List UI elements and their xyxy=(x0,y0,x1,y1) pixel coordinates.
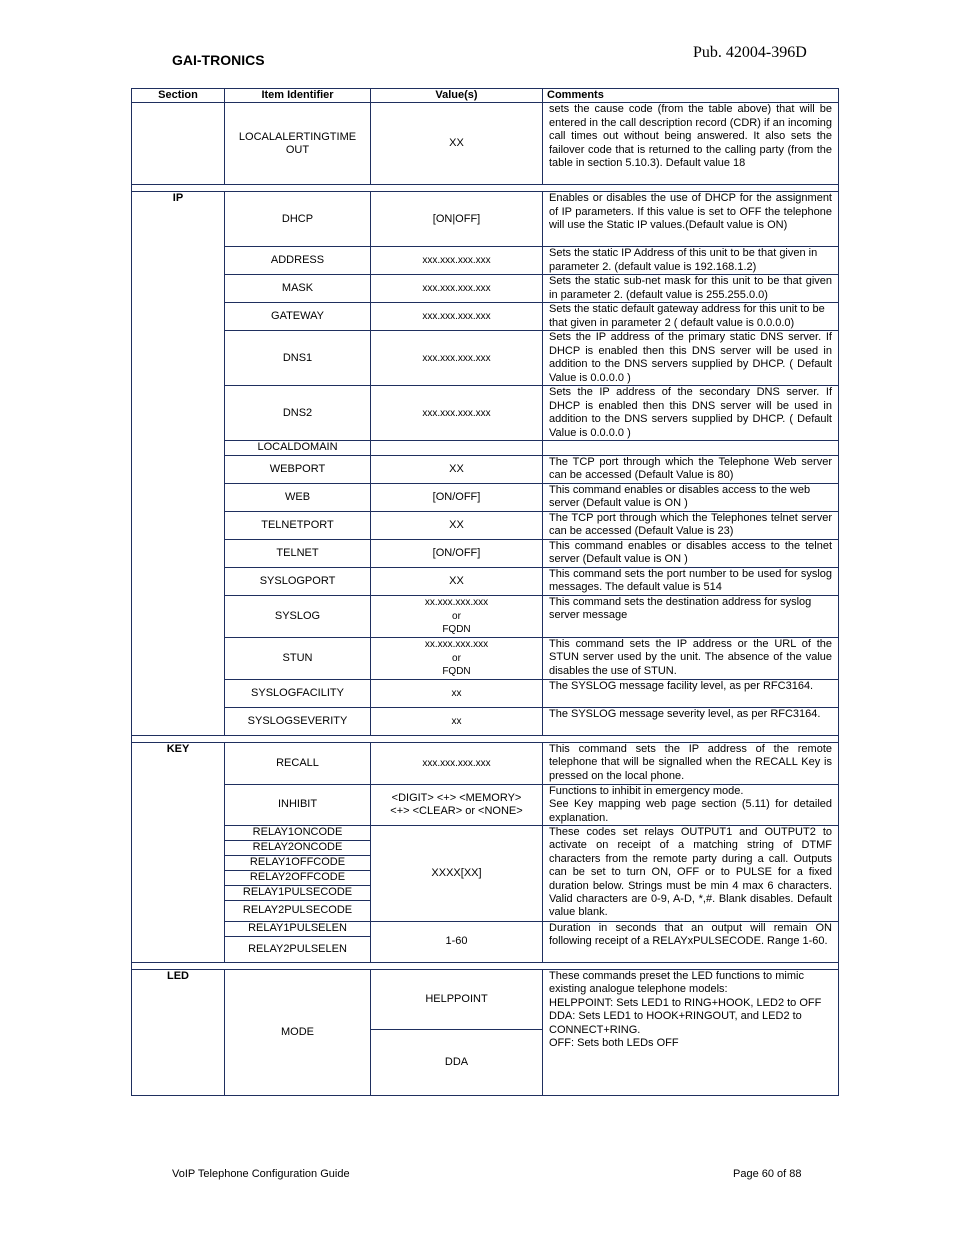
table-row xyxy=(132,679,839,707)
item-identifier: GATEWAY xyxy=(225,303,371,331)
item-value xyxy=(371,784,543,825)
item-identifier: WEBPORT xyxy=(225,455,371,483)
table-row xyxy=(132,192,839,247)
item-comment: sets the cause code (from the table above) that will be entered in the call description record (CDR) if an incoming call times out without being answered. It also sets the failover code that is returned to the calling party (from the table in section 5.10.3). Default value 18 xyxy=(543,103,839,185)
header-item-identifier: Item Identifier xyxy=(225,89,371,103)
item-comment: Duration in seconds that an output will remain ON following receipt of a RELAYxPULSECODE. Range 1-60. xyxy=(543,922,839,963)
value-line: FQDN xyxy=(442,666,471,678)
item-comment xyxy=(543,970,839,1096)
item-identifier: RELAY1PULSECODE xyxy=(225,886,371,901)
section-ip: IP xyxy=(132,192,225,735)
item-comment: This command sets the IP address of the remote telephone that will be signalled when the RECALL Key is pressed on the local phone. xyxy=(543,742,839,784)
item-value: [ON/OFF] xyxy=(371,539,543,567)
item-comment: Sets the static sub-net mask for this unit to be that given in parameter 2. (default value is 255.255.0.0) xyxy=(543,275,839,303)
item-comment: Sets the static default gateway address for this unit to be that given in parameter 2 ( default value is 0.0.0.0) xyxy=(543,303,839,331)
table-row xyxy=(132,483,839,511)
section-key: KEY xyxy=(132,742,225,962)
item-value: xx xyxy=(371,679,543,707)
item-comment: These codes set relays OUTPUT1 and OUTPUT2 to activate on receipt of a matching string of DTMF characters from the remote party during a call. Outputs can be set to turn ON, OFF or to PULSE for a fixed duration below. Strings must be min 4 max 6 characters. Valid characters are 0-9, A-D, *,#. Blank disables. Default value blank. xyxy=(543,826,839,922)
item-identifier: RELAY2PULSELEN xyxy=(225,937,371,963)
comment-line: DDA: Sets LED1 to HOOK+RINGOUT, and LED2 to CONNECT+RING. xyxy=(549,1010,802,1036)
item-value: [ON|OFF] xyxy=(371,192,543,247)
table-row xyxy=(132,567,839,595)
table-row xyxy=(132,275,839,303)
item-comment: Sets the static IP Address of this unit to be that given in parameter 2. (default value is 192.168.1.2) xyxy=(543,247,839,275)
item-value: XX xyxy=(371,455,543,483)
company-name: GAI-TRONICS xyxy=(172,52,265,68)
item-identifier: DNS2 xyxy=(225,386,371,441)
item-identifier: RELAY2PULSECODE xyxy=(225,901,371,922)
table-row xyxy=(132,970,839,1030)
item-value: xxx.xxx.xxx.xxx xyxy=(371,275,543,303)
section-separator xyxy=(132,185,839,192)
item-identifier: MODE xyxy=(225,970,371,1096)
item-value: HELPPOINT xyxy=(371,970,543,1030)
section-separator xyxy=(132,735,839,742)
item-identifier: MASK xyxy=(225,275,371,303)
item-value xyxy=(371,441,543,455)
item-identifier: RELAY2OFFCODE xyxy=(225,871,371,886)
value-line: <DIGIT> <+> <MEMORY> xyxy=(391,791,522,804)
table-row xyxy=(132,441,839,455)
item-comment: The TCP port through which the Telephones telnet server can be accessed (Default Value is 23) xyxy=(543,511,839,539)
item-identifier: SYSLOGSEVERITY xyxy=(225,707,371,735)
item-identifier: SYSLOGFACILITY xyxy=(225,679,371,707)
comment-line: HELPPOINT: Sets LED1 to RING+HOOK, LED2 to OFF xyxy=(549,996,822,1009)
header-section: Section xyxy=(132,89,225,103)
comment-line: Functions to inhibit in emergency mode. xyxy=(549,784,744,797)
table-row xyxy=(132,784,839,825)
item-value: xxx.xxx.xxx.xxx xyxy=(371,247,543,275)
value-line: xx.xxx.xxx.xxx xyxy=(424,597,489,609)
value-line: or xyxy=(452,652,461,664)
value-line: xx.xxx.xxx.xxx xyxy=(424,639,489,651)
item-value: XX xyxy=(371,511,543,539)
item-identifier: RECALL xyxy=(225,742,371,784)
table-row xyxy=(132,637,839,679)
section-separator xyxy=(132,963,839,970)
item-identifier: RELAY2ONCODE xyxy=(225,841,371,856)
page-number: Page 60 of 88 xyxy=(733,1168,802,1180)
item-comment: This command sets the destination address for syslog server message xyxy=(543,595,839,637)
item-identifier: RELAY1ONCODE xyxy=(225,826,371,841)
item-identifier: DNS1 xyxy=(225,331,371,386)
item-value: xxx.xxx.xxx.xxx xyxy=(371,303,543,331)
item-identifier: ADDRESS xyxy=(225,247,371,275)
item-identifier: LOCALALERTINGTIME OUT xyxy=(225,103,371,185)
item-value: xxx.xxx.xxx.xxx xyxy=(371,742,543,784)
item-identifier: SYSLOGPORT xyxy=(225,567,371,595)
item-value xyxy=(371,595,543,637)
item-identifier: DHCP xyxy=(225,192,371,247)
value-line: or xyxy=(452,610,461,622)
item-comment xyxy=(543,784,839,825)
comment-line: These commands preset the LED functions to mimic existing analogue telephone models: xyxy=(549,970,804,996)
value-line: FQDN xyxy=(442,624,471,636)
header-comments: Comments xyxy=(543,89,839,103)
item-value xyxy=(371,637,543,679)
item-identifier: TELNETPORT xyxy=(225,511,371,539)
item-identifier: SYSLOG xyxy=(225,595,371,637)
item-comment: The SYSLOG message facility level, as per RFC3164. xyxy=(543,679,839,707)
section-led: LED xyxy=(132,970,225,1096)
item-comment: The TCP port through which the Telephone Web server can be accessed (Default Value is 80) xyxy=(543,455,839,483)
item-identifier: LOCALDOMAIN xyxy=(225,441,371,455)
item-value: XXXX[XX] xyxy=(371,826,543,922)
item-value: 1-60 xyxy=(371,922,543,963)
item-comment: This command sets the IP address or the URL of the STUN server used by the unit. The absence of the value disables the use of STUN. xyxy=(543,637,839,679)
comment-line: See Key mapping web page section (5.11) for detailed explanation. xyxy=(549,798,832,824)
item-value: XX xyxy=(371,103,543,185)
table-row xyxy=(132,103,839,185)
item-comment: This command enables or disables access to the telnet server (Default value is ON ) xyxy=(543,539,839,567)
footer-title: VoIP Telephone Configuration Guide xyxy=(172,1168,350,1180)
table-row xyxy=(132,595,839,637)
table-row xyxy=(132,331,839,386)
header-values: Value(s) xyxy=(371,89,543,103)
item-comment xyxy=(543,441,839,455)
table-row xyxy=(132,455,839,483)
table-row xyxy=(132,826,839,841)
item-identifier: RELAY1PULSELEN xyxy=(225,922,371,937)
item-comment: Sets the IP address of the secondary DNS server. If DHCP is enabled then this DNS server will be used in addition to the DNS servers supplied by DHCP. ( Default Value is 0.0.0.0 ) xyxy=(543,386,839,441)
item-identifier: WEB xyxy=(225,483,371,511)
item-value: [ON/OFF] xyxy=(371,483,543,511)
comment-line: OFF: Sets both LEDs OFF xyxy=(549,1037,679,1050)
section-cell xyxy=(132,103,225,185)
item-comment: This command sets the port number to be used for syslog messages. The default value is 514 xyxy=(543,567,839,595)
item-value: xx xyxy=(371,707,543,735)
publication-number: Pub. 42004-396D xyxy=(693,44,807,61)
table-header-row xyxy=(132,89,839,103)
table-row xyxy=(132,707,839,735)
table-row xyxy=(132,511,839,539)
item-comment: Enables or disables the use of DHCP for the assignment of IP parameters. If this value is set to OFF the telephone will use the Static IP values.(Default value is ON) xyxy=(543,192,839,247)
item-value: XX xyxy=(371,567,543,595)
item-identifier: STUN xyxy=(225,637,371,679)
table-row xyxy=(132,742,839,784)
item-identifier: TELNET xyxy=(225,539,371,567)
item-comment: Sets the IP address of the primary static DNS server. If DHCP is enabled then this DNS server will be used in addition to the DNS servers supplied by DHCP. ( Default Value is 0.0.0.0 ) xyxy=(543,331,839,386)
table-row xyxy=(132,247,839,275)
table-row xyxy=(132,539,839,567)
item-value: xxx.xxx.xxx.xxx xyxy=(371,331,543,386)
item-comment: This command enables or disables access to the web server (Default value is ON ) xyxy=(543,483,839,511)
table-row xyxy=(132,922,839,937)
item-comment: The SYSLOG message severity level, as per RFC3164. xyxy=(543,707,839,735)
item-value: xxx.xxx.xxx.xxx xyxy=(371,386,543,441)
configuration-table xyxy=(131,88,839,1096)
table-row xyxy=(132,386,839,441)
table-row xyxy=(132,303,839,331)
value-line: <+> <CLEAR> or <NONE> xyxy=(390,804,523,817)
item-identifier: INHIBIT xyxy=(225,784,371,825)
item-identifier: RELAY1OFFCODE xyxy=(225,856,371,871)
item-value: DDA xyxy=(371,1030,543,1096)
